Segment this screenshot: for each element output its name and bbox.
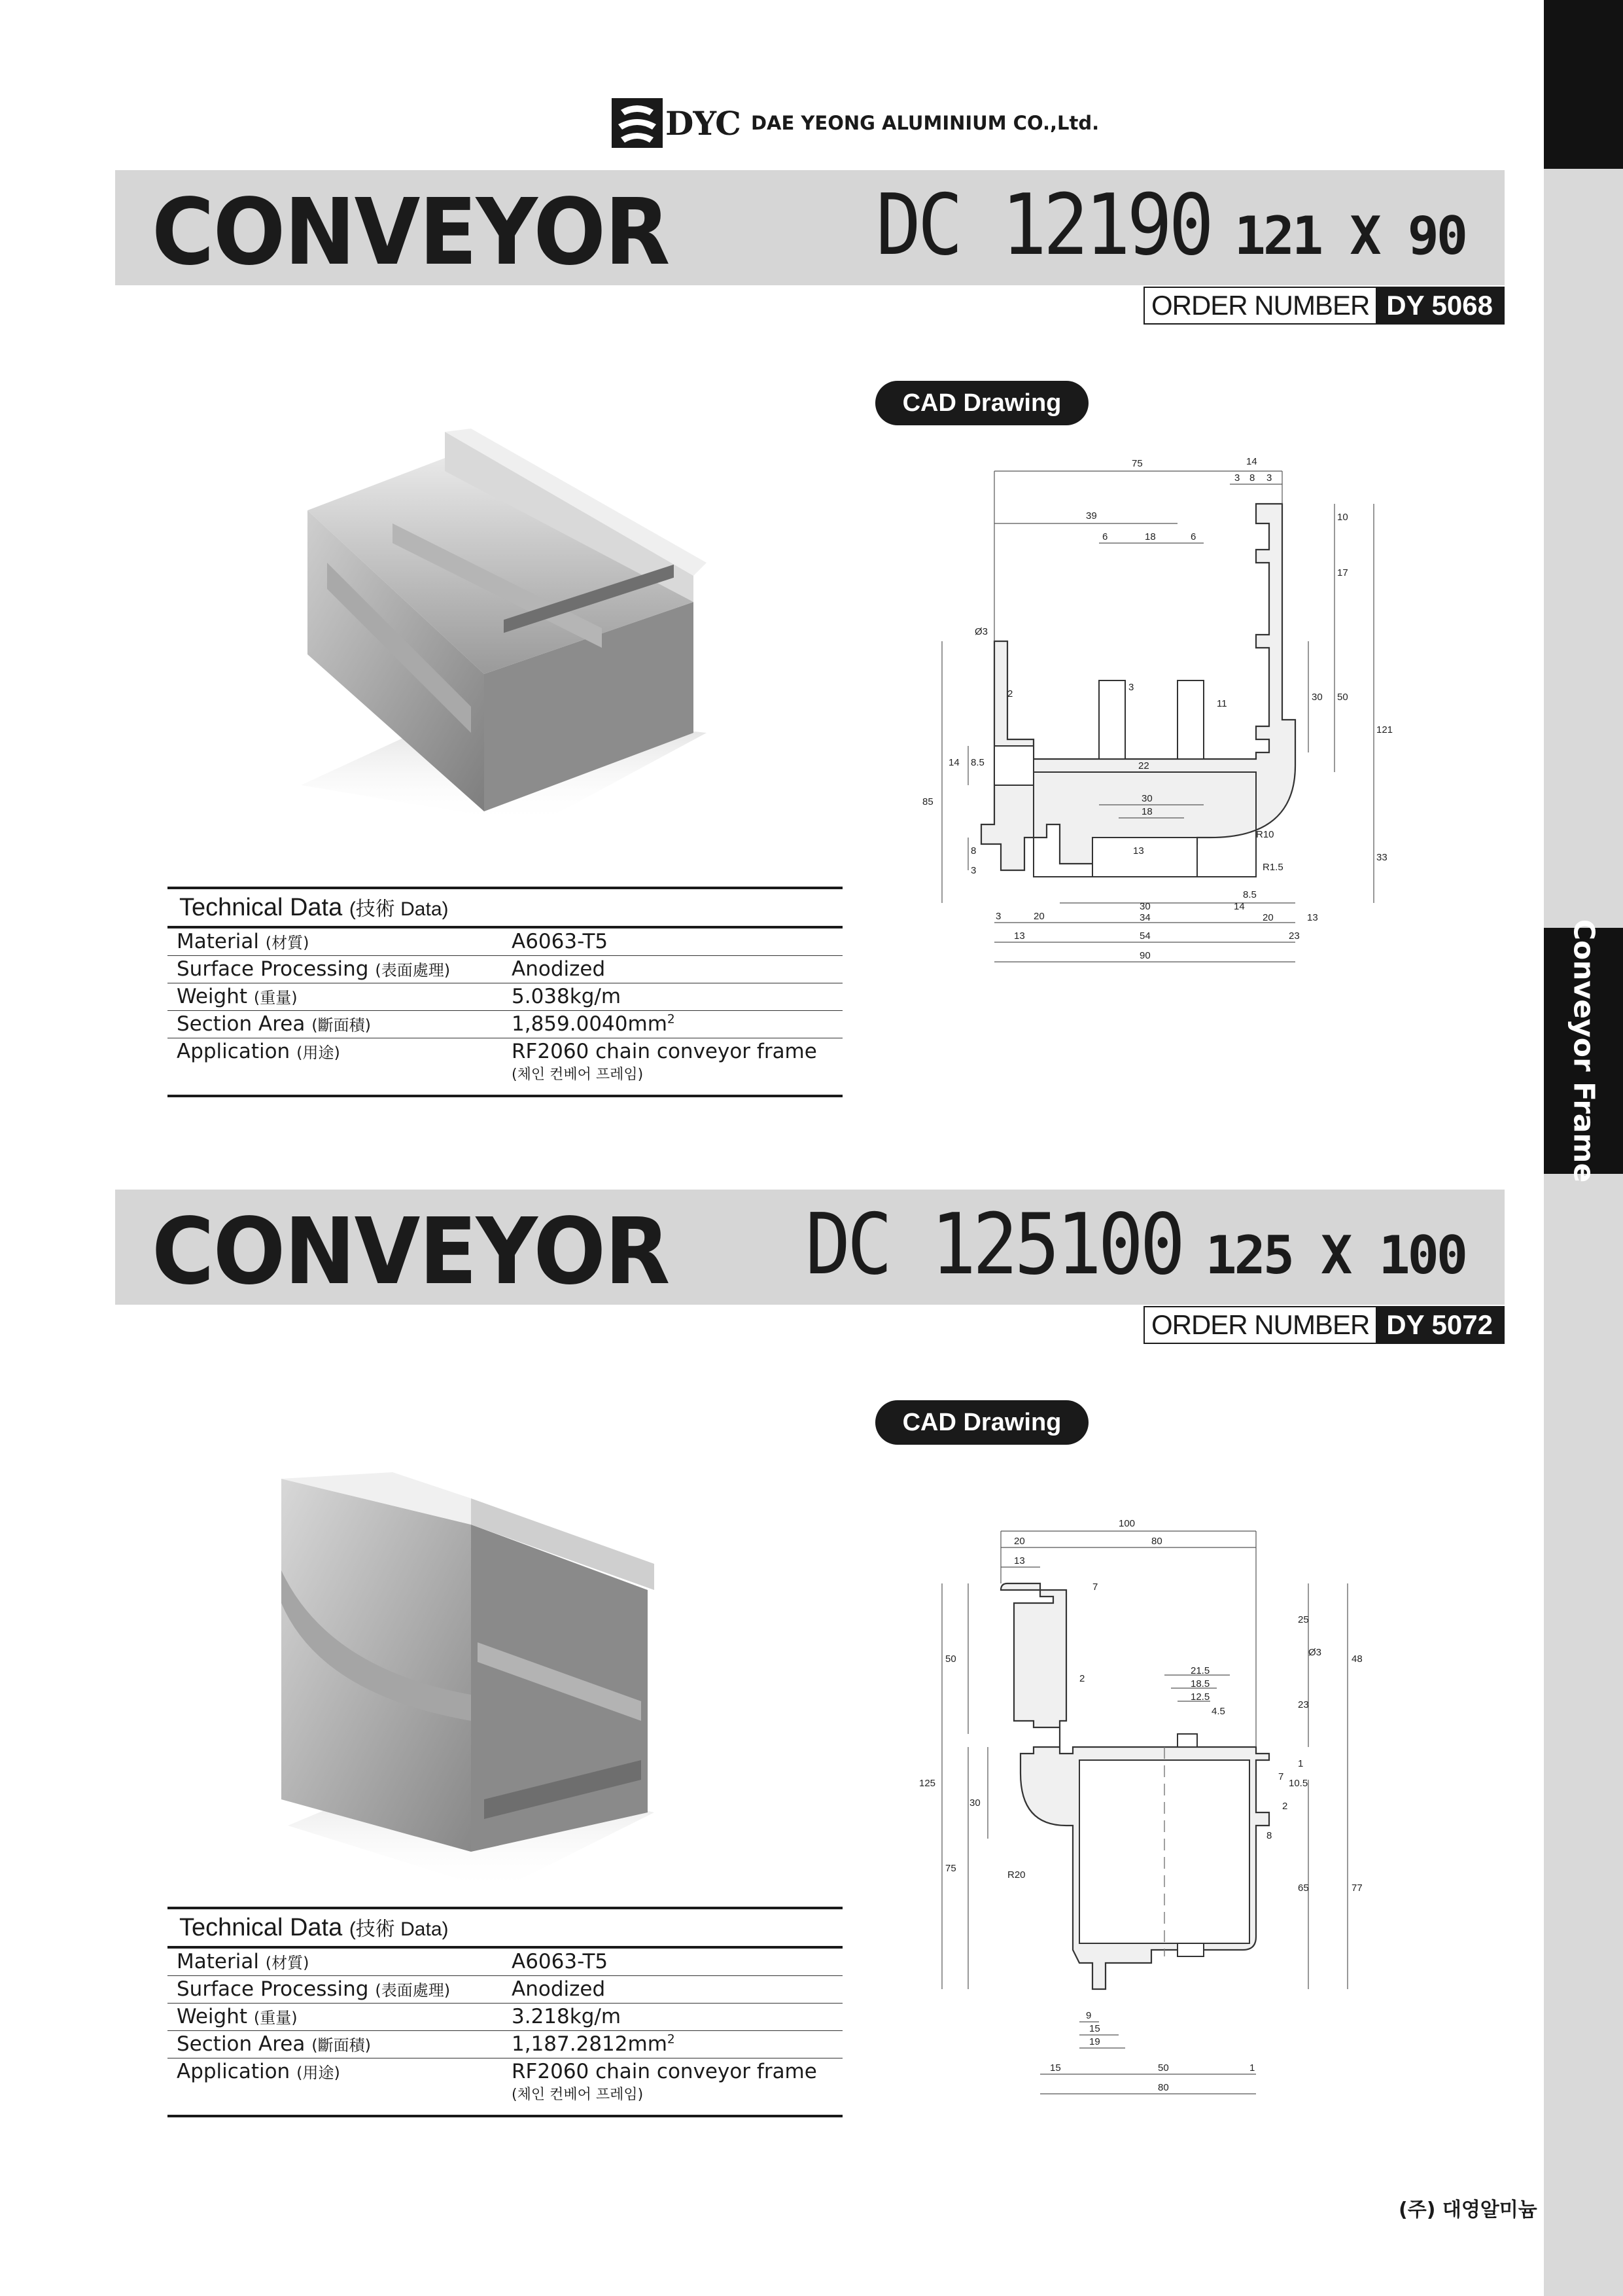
dim-label: 33	[1376, 852, 1387, 863]
row-label: Material	[177, 930, 259, 953]
dim-label: 18	[1142, 806, 1153, 817]
dim-label: 50	[945, 1653, 956, 1665]
dim-label: 30	[1312, 692, 1323, 703]
row-value: A6063-T5	[512, 930, 608, 953]
dim-label: 80	[1158, 2082, 1169, 2093]
product-size: 121 X 90	[1234, 205, 1465, 266]
tech-title: Technical Data	[179, 1914, 343, 1941]
table-row	[167, 928, 843, 956]
table-row	[167, 1976, 843, 2004]
row-label: Application	[177, 1040, 290, 1063]
technical-data-title	[167, 889, 843, 928]
dim-label: 50	[1337, 692, 1348, 703]
row-value: 1,859.0040mm	[512, 1012, 667, 1036]
dim-label: 14	[1246, 456, 1257, 467]
row-value: RF2060 chain conveyor frame	[512, 1040, 817, 1063]
dim-label: 30	[969, 1797, 981, 1809]
dim-label: 13	[1133, 845, 1144, 857]
product-render-image	[196, 366, 785, 851]
dim-label: Ø3	[975, 626, 988, 637]
technical-data-title	[167, 1909, 843, 1949]
dim-label: 25	[1298, 1614, 1309, 1625]
dim-label: 10.5	[1289, 1778, 1308, 1789]
row-label-sub: (斷面積)	[311, 1016, 371, 1034]
row-value: Anodized	[512, 1977, 606, 2001]
row-value-note: (체인 컨베어 프레임)	[512, 1067, 644, 1083]
product-header-2	[115, 1190, 1505, 1305]
row-value-sup: 2	[667, 1012, 675, 1027]
dim-label: 121	[1376, 724, 1393, 735]
side-tab-conveyor-frame[interactable]	[1544, 919, 1623, 1183]
dim-label: 3	[1234, 472, 1240, 484]
row-value: 1,187.2812mm	[512, 2032, 667, 2056]
dim-label: 8	[1266, 1830, 1272, 1841]
technical-data-table	[167, 1907, 843, 2117]
dim-label: 100	[1119, 1518, 1136, 1529]
tech-title-sub: (技術 Data)	[349, 898, 449, 920]
row-value-note: (체인 컨베어 프레임)	[512, 2087, 644, 2103]
dim-label: 2	[1282, 1801, 1288, 1812]
dim-label: 6	[1102, 531, 1108, 542]
dim-label: 2	[1079, 1673, 1085, 1684]
dim-label: 10	[1337, 512, 1348, 523]
dim-label: 6	[1191, 531, 1196, 542]
dim-label: 3	[1266, 472, 1272, 484]
row-label-sub: (重量)	[253, 2009, 298, 2027]
company-name: DAE YEONG ALUMINIUM CO.,Ltd.	[750, 112, 1100, 134]
dim-label: 11	[1217, 698, 1227, 709]
row-label: Surface Processing	[177, 1977, 369, 2001]
row-label: Section Area	[177, 2032, 305, 2056]
dim-label: 48	[1352, 1653, 1363, 1665]
row-label-sub: (材質)	[265, 934, 309, 952]
row-label-sub: (重量)	[253, 989, 298, 1007]
dim-label: 3	[971, 865, 977, 876]
dim-label: R1.5	[1263, 862, 1283, 873]
dim-label: 75	[1132, 458, 1143, 469]
dim-label: 19	[1089, 2036, 1100, 2047]
dim-label: 34	[1140, 912, 1151, 923]
row-label: Section Area	[177, 1012, 305, 1036]
dim-label: 90	[1140, 950, 1151, 961]
company-logo	[612, 98, 1099, 148]
product-model: DC 125100	[805, 1196, 1182, 1294]
table-row	[167, 2031, 843, 2058]
tech-title: Technical Data	[179, 894, 343, 921]
dim-label: 80	[1151, 1536, 1162, 1547]
order-number-box	[1143, 287, 1505, 325]
order-number-value: DY 5068	[1376, 288, 1503, 323]
dim-label: 125	[919, 1778, 936, 1789]
row-value-sup: 2	[667, 2032, 675, 2047]
dim-label: 13	[1307, 912, 1318, 923]
dim-label: 1	[1249, 2062, 1255, 2074]
row-label-sub: (斷面積)	[311, 2036, 371, 2055]
table-row	[167, 1949, 843, 1976]
dim-label: 3	[1128, 682, 1134, 693]
tech-title-sub: (技術 Data)	[349, 1918, 449, 1940]
row-value: 3.218kg/m	[512, 2005, 621, 2028]
dim-label: 8.5	[971, 757, 985, 768]
dim-label: 50	[1158, 2062, 1169, 2074]
dim-label: 8	[1249, 472, 1255, 484]
product-render-image	[196, 1459, 785, 1917]
order-number-label: ORDER NUMBER	[1145, 288, 1376, 323]
row-label-sub: (表面處理)	[375, 1981, 451, 2000]
cad-drawing-badge: CAD Drawing	[875, 381, 1089, 425]
dim-label: 77	[1352, 1882, 1363, 1894]
row-value: RF2060 chain conveyor frame	[512, 2060, 817, 2083]
technical-data-table	[167, 887, 843, 1097]
dim-label: 9	[1086, 2010, 1092, 2021]
dim-label: 12.5	[1191, 1691, 1210, 1703]
dim-label: 13	[1014, 930, 1025, 942]
dim-label: 14	[949, 757, 960, 768]
dim-label: 65	[1298, 1882, 1309, 1894]
side-tab-label: Conveyor Frame	[1567, 919, 1600, 1183]
table-row	[167, 1011, 843, 1038]
dim-label: 15	[1089, 2023, 1100, 2034]
dim-label: 21.5	[1191, 1665, 1210, 1676]
side-strip-top-block	[1544, 0, 1623, 169]
product-size: 125 X 100	[1205, 1225, 1465, 1286]
dim-label: 18.5	[1191, 1678, 1210, 1689]
dim-label: 14	[1234, 901, 1245, 912]
product-header-1	[115, 170, 1505, 285]
order-number-value: DY 5072	[1376, 1307, 1503, 1343]
cad-drawing-dc12190	[903, 445, 1439, 1073]
dimension-labels	[922, 456, 1393, 961]
dim-label: R10	[1256, 829, 1274, 840]
dim-label: 17	[1337, 567, 1348, 578]
row-label-sub: (材質)	[265, 1954, 309, 1972]
dim-label: 20	[1014, 1536, 1025, 1547]
dim-label: 18	[1145, 531, 1156, 542]
table-row	[167, 2058, 843, 2117]
dim-label: 20	[1263, 912, 1274, 923]
product-code	[763, 1196, 1465, 1294]
dim-label: 13	[1014, 1555, 1025, 1566]
row-label-sub: (用途)	[296, 1044, 340, 1062]
product-code	[839, 177, 1465, 274]
dim-label: 30	[1140, 901, 1151, 912]
company-footer: (주) 대영알미늄	[1399, 2199, 1537, 2221]
dim-label: Ø3	[1308, 1647, 1322, 1658]
table-row	[167, 983, 843, 1011]
dim-label: 15	[1050, 2062, 1061, 2074]
row-label: Material	[177, 1950, 259, 1973]
dim-label: 7	[1092, 1581, 1098, 1593]
product-category: CONVEYOR	[152, 1199, 669, 1305]
order-number-label: ORDER NUMBER	[1145, 1307, 1376, 1343]
cad-drawing-badge: CAD Drawing	[875, 1400, 1089, 1445]
dim-label: 20	[1034, 911, 1045, 922]
dim-label: 8.5	[1243, 889, 1257, 900]
row-value: A6063-T5	[512, 1950, 608, 1973]
row-label: Surface Processing	[177, 957, 369, 981]
dim-label: 8	[971, 845, 977, 857]
dim-label: 4.5	[1212, 1706, 1225, 1717]
dim-label: 1	[1298, 1758, 1304, 1769]
row-label-sub: (表面處理)	[375, 961, 451, 980]
table-row	[167, 2004, 843, 2031]
dim-label: 54	[1140, 930, 1151, 942]
row-label-sub: (用途)	[296, 2064, 340, 2082]
order-number-box	[1143, 1306, 1505, 1344]
table-row	[167, 956, 843, 983]
dim-label: 3	[996, 911, 1002, 922]
dim-label: 30	[1142, 793, 1153, 804]
dim-label: 22	[1138, 760, 1149, 771]
table-row	[167, 1038, 843, 1097]
dim-label: R20	[1007, 1869, 1026, 1881]
dim-label: 2	[1007, 688, 1013, 699]
dim-label: 39	[1086, 510, 1097, 521]
row-label: Application	[177, 2060, 290, 2083]
dim-label: 23	[1298, 1699, 1309, 1710]
dyc-logo-icon	[612, 98, 663, 148]
dim-label: 85	[922, 796, 934, 807]
row-label: Weight	[177, 2005, 248, 2028]
row-value: Anodized	[512, 957, 606, 981]
product-category: CONVEYOR	[152, 179, 669, 286]
logo-brand: DYC	[665, 103, 741, 143]
dim-label: 7	[1278, 1771, 1284, 1782]
product-model: DC 12190	[876, 177, 1211, 274]
dim-label: 23	[1289, 930, 1300, 942]
dim-label: 75	[945, 1863, 956, 1874]
row-value: 5.038kg/m	[512, 985, 621, 1008]
row-label: Weight	[177, 985, 248, 1008]
cad-drawing-dc125100	[903, 1498, 1439, 2120]
